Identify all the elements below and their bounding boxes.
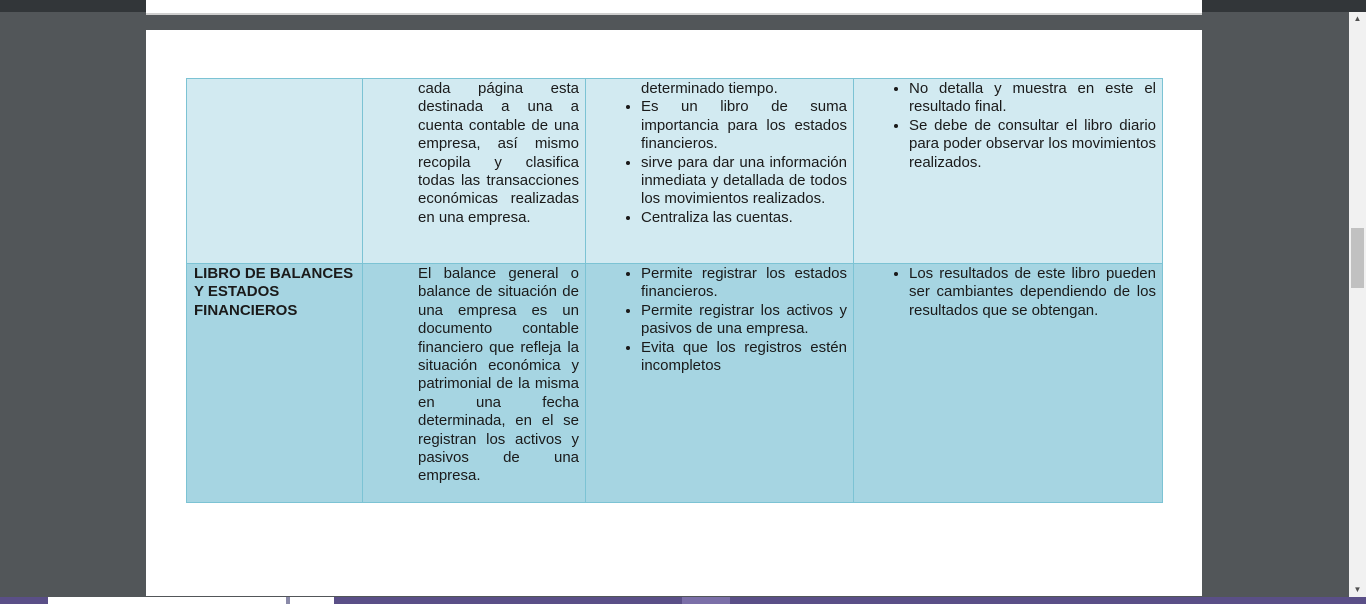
disadvantages-cell	[854, 264, 1163, 503]
disadvantages-list	[854, 79, 1162, 172]
list-item: • Evita que los registros estén incompletos	[641, 339, 847, 376]
book-name-cell	[187, 79, 363, 264]
scroll-up-icon[interactable]: ▲	[1353, 14, 1362, 23]
previous-page-edge	[146, 0, 1202, 15]
accounting-books-table	[186, 78, 1163, 503]
list-item: • Es un libro de suma importancia para los estados financieros.	[641, 98, 847, 153]
definition-text: El balance general o balance de situación de una empresa es un documento contable financiero que refleja la situación económica y patrimonial de la misma en una fecha determinada, en el se registran los activos y pasivos de una empresa.	[418, 265, 579, 485]
vertical-scrollbar[interactable]	[1349, 12, 1366, 597]
advantages-cell	[586, 264, 854, 503]
scrollbar-thumb[interactable]	[1351, 228, 1364, 288]
list-item: • Se debe de consultar el libro diario para poder observar los movimientos realizados.	[909, 117, 1156, 172]
list-item: • Permite registrar los activos y pasivos de una empresa.	[641, 302, 847, 339]
definition-cell	[363, 79, 586, 264]
taskbar-active-app[interactable]	[682, 597, 730, 604]
taskbar-search-input[interactable]	[48, 597, 286, 604]
taskbar	[0, 597, 1366, 604]
advantages-list	[586, 79, 853, 227]
list-item: • Centraliza las cuentas.	[641, 209, 847, 227]
advantages-cell	[586, 79, 854, 264]
definition-cell	[363, 264, 586, 503]
list-item: • Los resultados de este libro pueden ser cambiantes dependiendo de los resultados que se obtengan.	[909, 265, 1156, 320]
list-item: • Permite registrar los estados financieros.	[641, 265, 847, 302]
book-name: LIBRO DE BALANCES Y ESTADOS FINANCIEROS	[194, 265, 354, 319]
list-item: • sirve para dar una información inmediata y detallada de todos los movimientos realizados.	[641, 154, 847, 209]
list-item: determinado tiempo.	[641, 80, 778, 97]
disadvantages-list	[854, 264, 1162, 320]
table-row	[187, 264, 1163, 503]
disadvantages-cell	[854, 79, 1163, 264]
definition-text: cada página esta destinada a una a cuenta contable de una empresa, así mismo recopila y clasifica todas las transacciones económicas realizadas en una empresa.	[418, 80, 579, 226]
scroll-down-icon[interactable]: ▼	[1353, 585, 1362, 594]
list-item: • No detalla y muestra en este el resultado final.	[909, 80, 1156, 117]
taskbar-search-segment[interactable]	[290, 597, 334, 604]
book-name	[187, 79, 362, 80]
book-name-cell	[187, 264, 363, 503]
table-row	[187, 79, 1163, 264]
advantages-list	[586, 264, 853, 375]
